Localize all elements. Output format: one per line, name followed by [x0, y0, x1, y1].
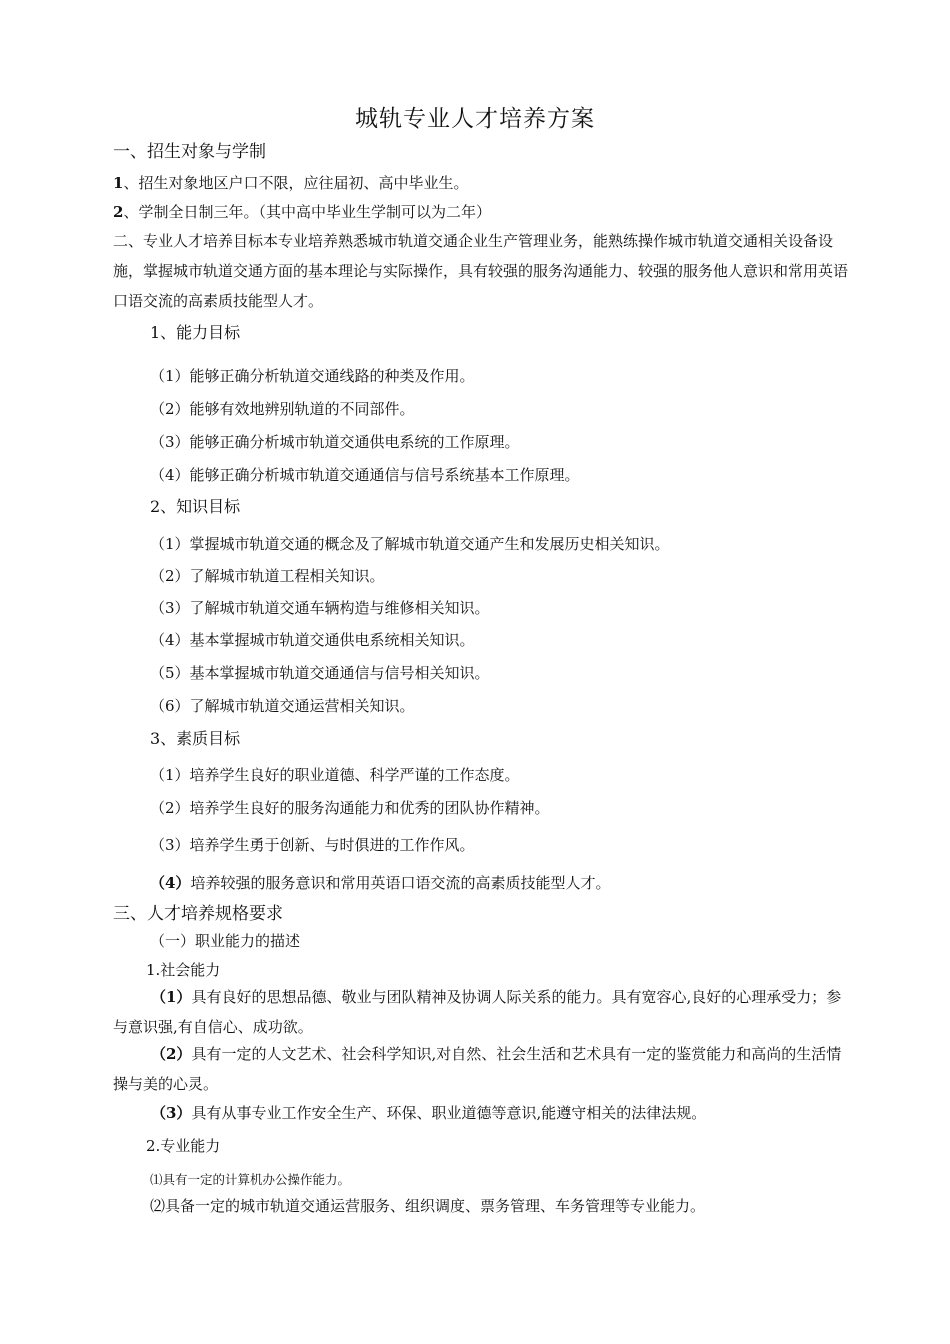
knowledge-goal-item: （2）了解城市轨道工程相关知识。: [150, 567, 385, 585]
item-number: （1）: [151, 988, 192, 1006]
item-number: （4）: [150, 874, 191, 892]
social-ability-paragraph-3: [113, 1098, 848, 1128]
knowledge-goals-heading: 2、知识目标: [150, 497, 241, 516]
knowledge-goal-item: （3）了解城市轨道交通车辆构造与维修相关知识。: [150, 599, 490, 617]
quality-goal-item: [150, 873, 610, 893]
item-text: 具有从事专业工作安全生产、环保、职业道德等意识,能遵守相关的法律法规。: [191, 1104, 707, 1122]
section-1-item-1: [113, 173, 468, 193]
ability-goals-heading: 1、能力目标: [150, 323, 241, 342]
ability-goal-item: （1）能够正确分析轨道交通线路的种类及作用。: [150, 367, 475, 385]
item-number: 1: [113, 174, 124, 192]
quality-goal-item: （2）培养学生良好的服务沟通能力和优秀的团队协作精神。: [150, 799, 550, 817]
social-ability-paragraph-1: [113, 982, 848, 1042]
knowledge-goal-item: （1）掌握城市轨道交通的概念及了解城市轨道交通产生和发展历史相关知识。: [150, 535, 670, 553]
knowledge-goal-item: （5）基本掌握城市轨道交通通信与信号相关知识。: [150, 664, 490, 682]
subsection-heading: （一）职业能力的描述: [150, 932, 301, 950]
ability-goal-item: （4）能够正确分析城市轨道交通通信与信号系统基本工作原理。: [150, 466, 580, 484]
quality-goal-item: （1）培养学生良好的职业道德、科学严谨的工作态度。: [150, 766, 520, 784]
social-ability-paragraph-2: [113, 1039, 848, 1099]
item-text: 具有一定的人文艺术、社会科学知识,对自然、社会生活和艺术具有一定的鉴赏能力和高尚的生活情操与美的心灵。: [113, 1045, 842, 1093]
professional-ability-heading: 2.专业能力: [146, 1137, 221, 1155]
ability-goal-item: （2）能够有效地辨别轨道的不同部件。: [150, 400, 415, 418]
item-text: 、学制全日制三年。（其中高中毕业生学制可以为二年）: [123, 203, 491, 221]
item-text: 具有良好的思想品德、敬业与团队精神及协调人际关系的能力。具有宽容心,良好的心理承受力；参与意识强,有自信心、成功欲。: [113, 988, 842, 1036]
quality-goal-item: （3）培养学生勇于创新、与时俱进的工作作风。: [150, 836, 475, 854]
social-ability-heading: 1.社会能力: [146, 961, 221, 979]
knowledge-goal-item: （4）基本掌握城市轨道交通供电系统相关知识。: [150, 631, 475, 649]
item-text: 、招生对象地区户口不限，应往届初、高中毕业生。: [123, 174, 469, 192]
item-number: （3）: [151, 1104, 192, 1122]
ability-goal-item: （3）能够正确分析城市轨道交通供电系统的工作原理。: [150, 433, 520, 451]
document-title: 城轨专业人才培养方案: [355, 106, 595, 132]
item-number: （2）: [151, 1045, 192, 1063]
professional-ability-item: ⑵具备一定的城市轨道交通运营服务、组织调度、票务管理、车务管理等专业能力。: [150, 1197, 706, 1215]
section-1-heading: 一、招生对象与学制: [113, 142, 266, 162]
item-number: 2: [113, 203, 124, 221]
knowledge-goal-item: （6）了解城市轨道交通运营相关知识。: [150, 697, 415, 715]
section-1-item-2: [113, 202, 491, 222]
quality-goals-heading: 3、素质目标: [150, 729, 241, 748]
item-text: 培养较强的服务意识和常用英语口语交流的高素质技能型人才。: [190, 874, 611, 892]
section-2-paragraph: 二、专业人才培养目标本专业培养熟悉城市轨道交通企业生产管理业务，能熟练操作城市轨道交通相关设备设施，掌握城市轨道交通方面的基本理论与实际操作，具有较强的服务沟通能力、较强的服务他人意识和常用英语口语交流的高素质技能型人才。: [113, 232, 849, 310]
section-3-heading: 三、人才培养规格要求: [113, 904, 283, 924]
professional-ability-item: ⑴具有一定的计算机办公操作能力。: [150, 1172, 351, 1187]
